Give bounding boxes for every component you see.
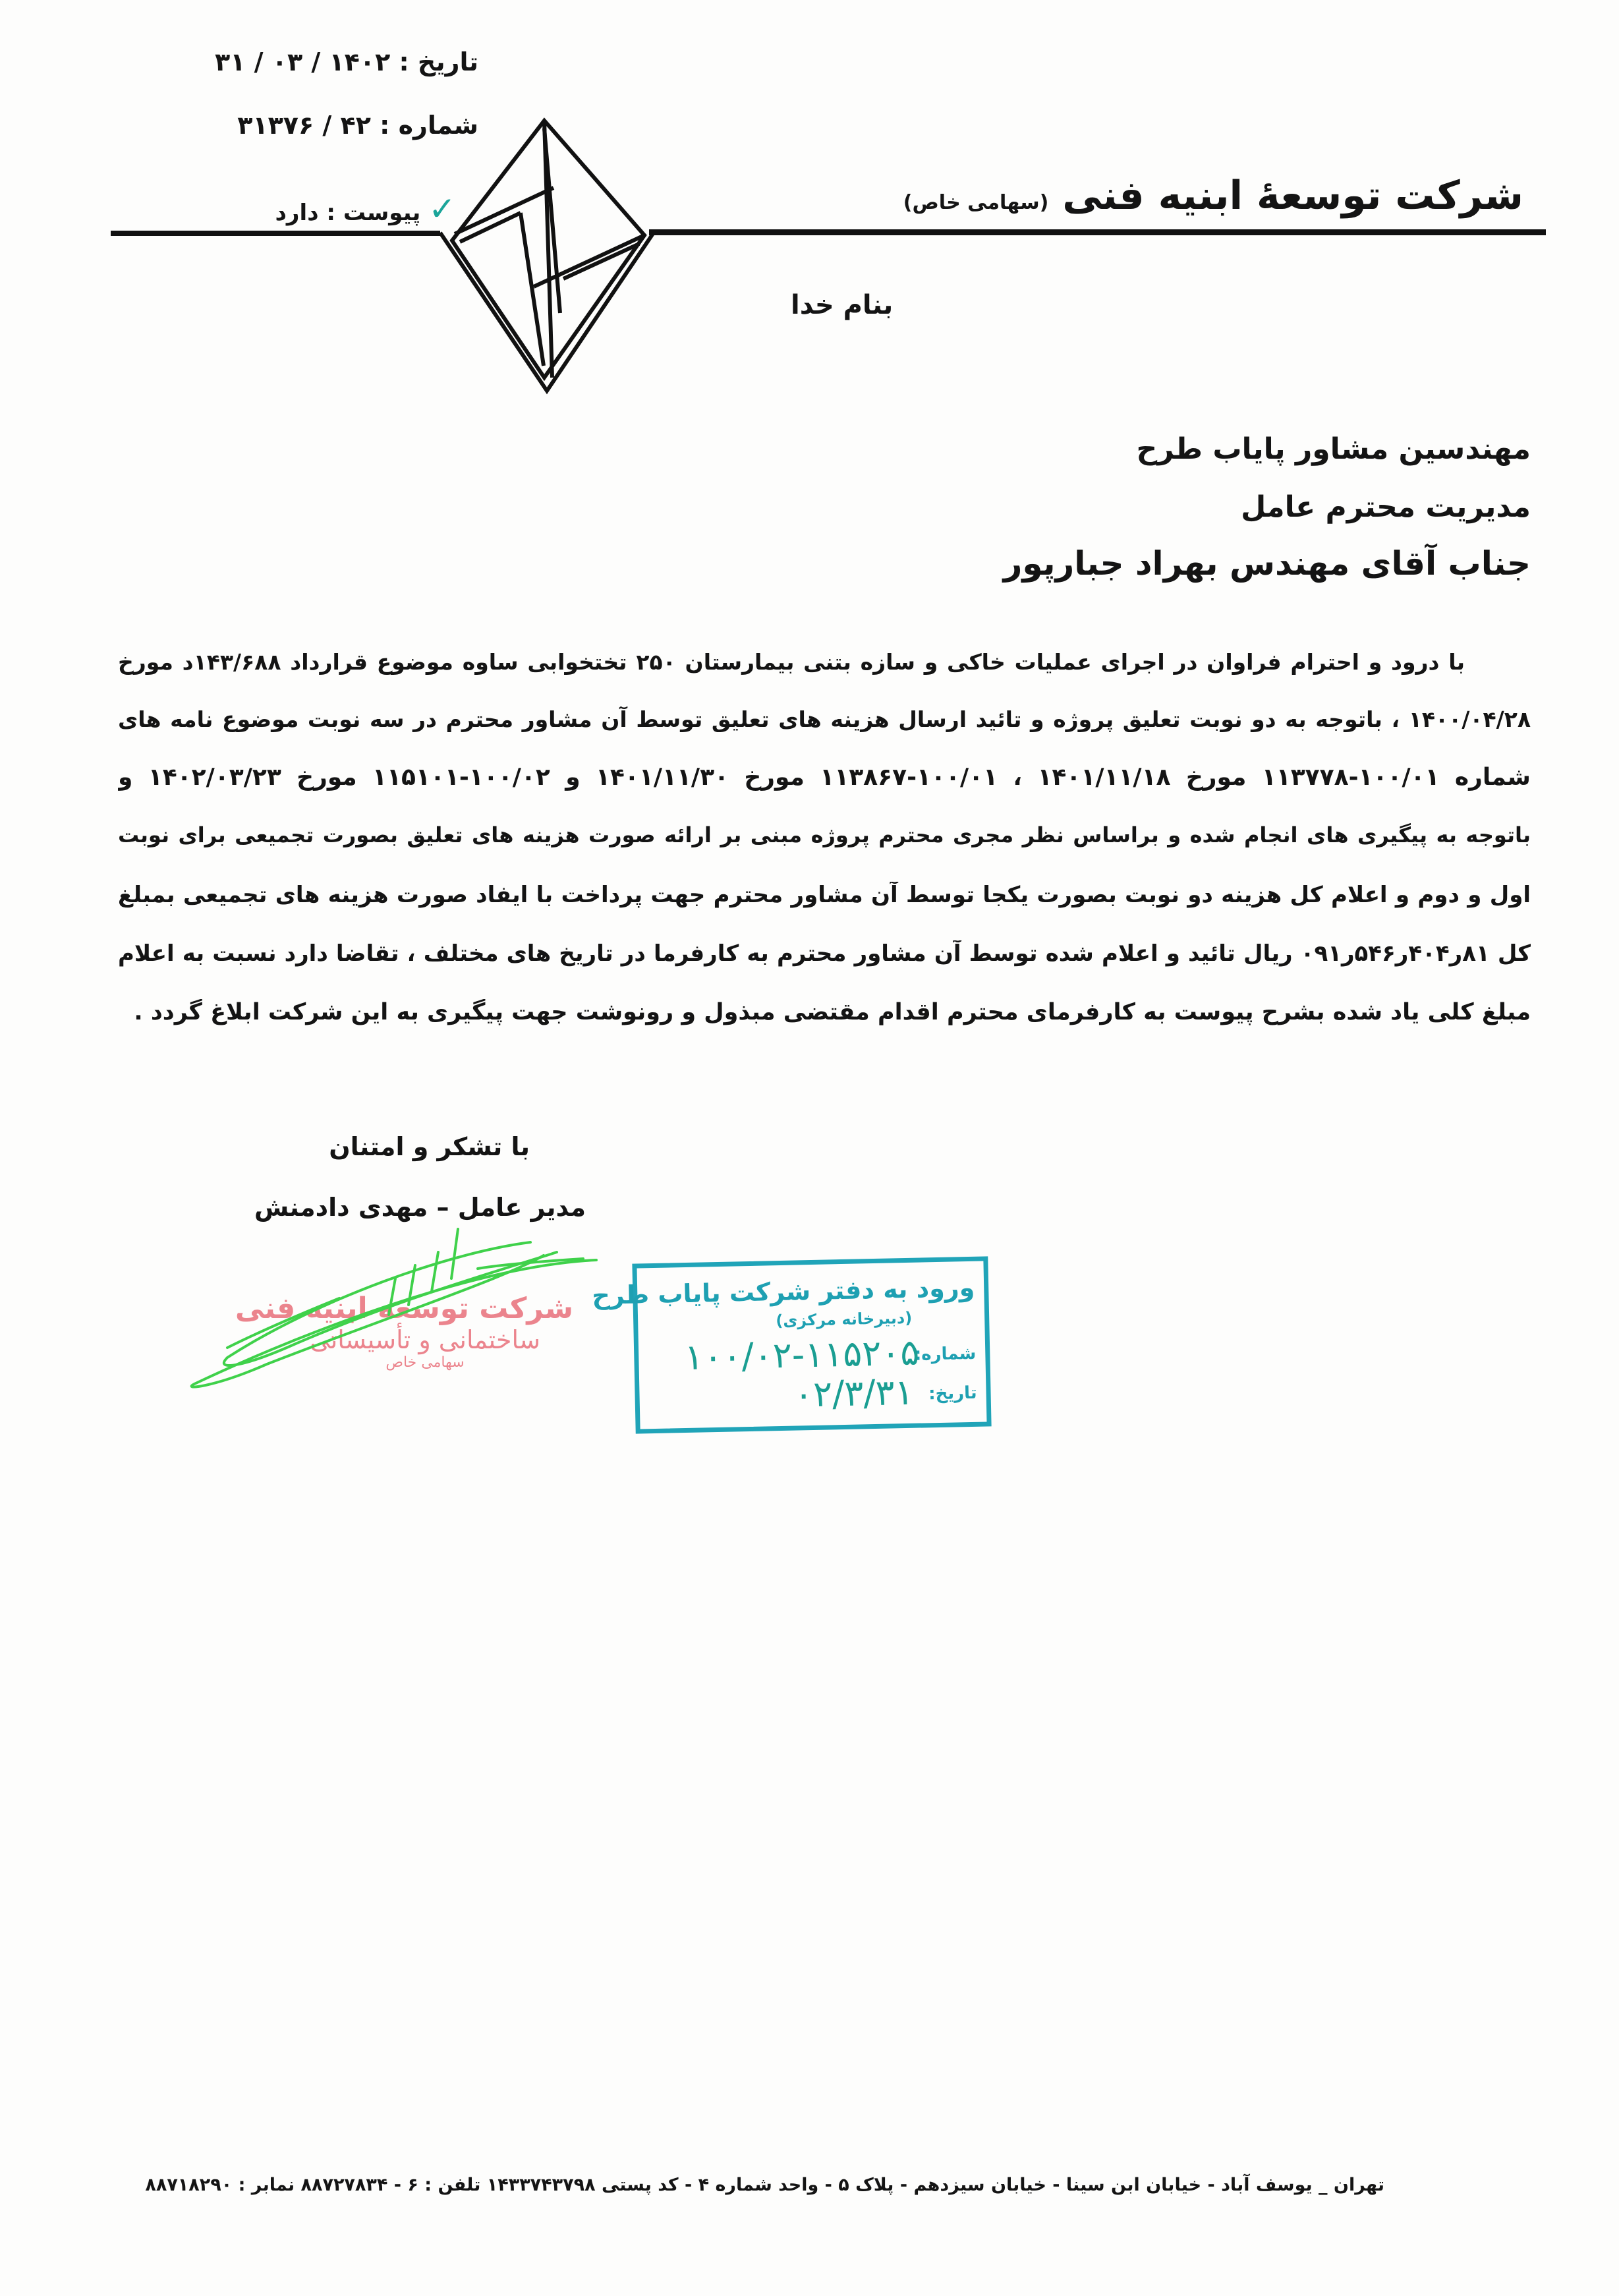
number-label: شماره : — [380, 111, 478, 140]
recipient-line-2: مدیریت محترم عامل — [1241, 490, 1531, 524]
company-name-text: شرکت توسعهٔ ابنیه فنی — [1062, 173, 1523, 219]
letter-date — [215, 47, 478, 76]
seal-line-2: ساختمانی و تأسیساتی — [310, 1325, 540, 1354]
signature-icon — [188, 1226, 603, 1397]
body-line: اول و دوم و اعلام کل هزینه دو نوبت بصورت یکجا توسط آن مشاور محترم جهت پرداخت با ایفاد صورت هزینه های تجمیعی بمبلغ — [118, 882, 1531, 908]
receipt-date-label: تاریخ: — [928, 1383, 977, 1404]
company-name — [903, 173, 1523, 219]
header-rule-left — [111, 231, 440, 236]
attachment-value: دارد — [275, 200, 319, 226]
company-type: (سهامی خاص) — [903, 191, 1049, 214]
date-value: ۱۴۰۲ / ۰۳ / ۳۱ — [215, 47, 391, 76]
date-label: تاریخ : — [399, 47, 478, 76]
company-logo-icon — [422, 115, 672, 395]
seal-line-1: شرکت توسعه ابنیه فنی — [235, 1292, 573, 1325]
receipt-stamp-title: ورود به دفتر شرکت پایاب طرح — [591, 1273, 975, 1310]
receipt-number-label: شماره: — [914, 1343, 977, 1365]
recipient-line-1: مهندسین مشاور پایاب طرح — [1136, 432, 1531, 466]
header-rule-right — [649, 229, 1546, 235]
closing-thanks: با تشکر و امتنان — [329, 1132, 530, 1161]
seal-line-3: سهامی خاص — [385, 1354, 465, 1371]
checkmark-icon: ✓ — [428, 190, 456, 228]
footer-address: تهران _ یوسف آباد - خیابان ابن سینا - خیابان سیزدهم - پلاک ۵ - واحد شماره ۴ - کد پستی ۱۴۳۳۷۴۳۷۹۸ تلفن : ۶ - ۸۸۷۲۷۸۳۴ نمابر : ۸۸۷۱۸۲۹۰ — [145, 2175, 1384, 2195]
body-line: باتوجه به پیگیری های انجام شده و براساس نظر مجری محترم پروژه مبنی بر ارائه صورت هزینه های تعلیق بصورت تجمیعی برای نوبت — [118, 822, 1531, 847]
attachment-label: پیوست : — [326, 200, 421, 226]
body-line: ۱۴۰۰/۰۴/۲۸ ، باتوجه به دو نوبت تعلیق پروژه و تائید ارسال هزینه های تعلیق توسط آن مشاور محترم در سه نوبت موضوع نامه های — [118, 706, 1531, 732]
number-value: ۴۲ / ۳۱۳۷۶ — [237, 111, 371, 140]
receipt-stamp — [591, 1256, 991, 1433]
signatory: مدیر عامل – مهدی دادمنش — [254, 1193, 586, 1222]
receipt-stamp-subtitle: (دبیرخانه مرکزی) — [776, 1308, 913, 1331]
body-line: مبلغ کلی یاد شده بشرح پیوست به کارفرمای محترم اقدام مقتضی مبذول و رونوشت جهت پیگیری به این شرکت ابلاغ گردد . — [134, 999, 1531, 1025]
body-line: کل ۸۱ر۴۰۴ر۵۴۶ر۰۹۱ ریال تائید و اعلام شده توسط آن مشاور محترم به کارفرما در تاریخ های مختلف ، تقاضا دارد نسبت به اعلام — [118, 940, 1531, 967]
body-line: شماره ۱۰۰/۰۱-۱۱۳۷۷۸ مورخ ۱۴۰۱/۱۱/۱۸ ، ۱۰۰/۰۱-۱۱۳۸۶۷ مورخ ۱۴۰۱/۱۱/۳۰ و ۱۰۰/۰۲-۱۱۵۱۰۱ مورخ ۱۴۰۲/۰۳/۲۳ و — [118, 764, 1531, 791]
body-line: با درود و احترام فراوان در اجرای عملیات خاکی و سازه بتنی بیمارستان ۲۵۰ تختخوابی ساوه موضوع قرارداد ۱۴۳/۶۸۸د مورخ — [118, 649, 1465, 675]
invocation: بنام خدا — [791, 290, 894, 320]
receipt-number-value: ۱۰۰/۰۲-۱۱۵۲۰۵ — [683, 1331, 920, 1379]
recipient-line-3: جناب آقای مهندس بهراد جبارپور — [1003, 544, 1531, 583]
receipt-date-value: ۰۲/۳/۳۱ — [793, 1371, 915, 1416]
